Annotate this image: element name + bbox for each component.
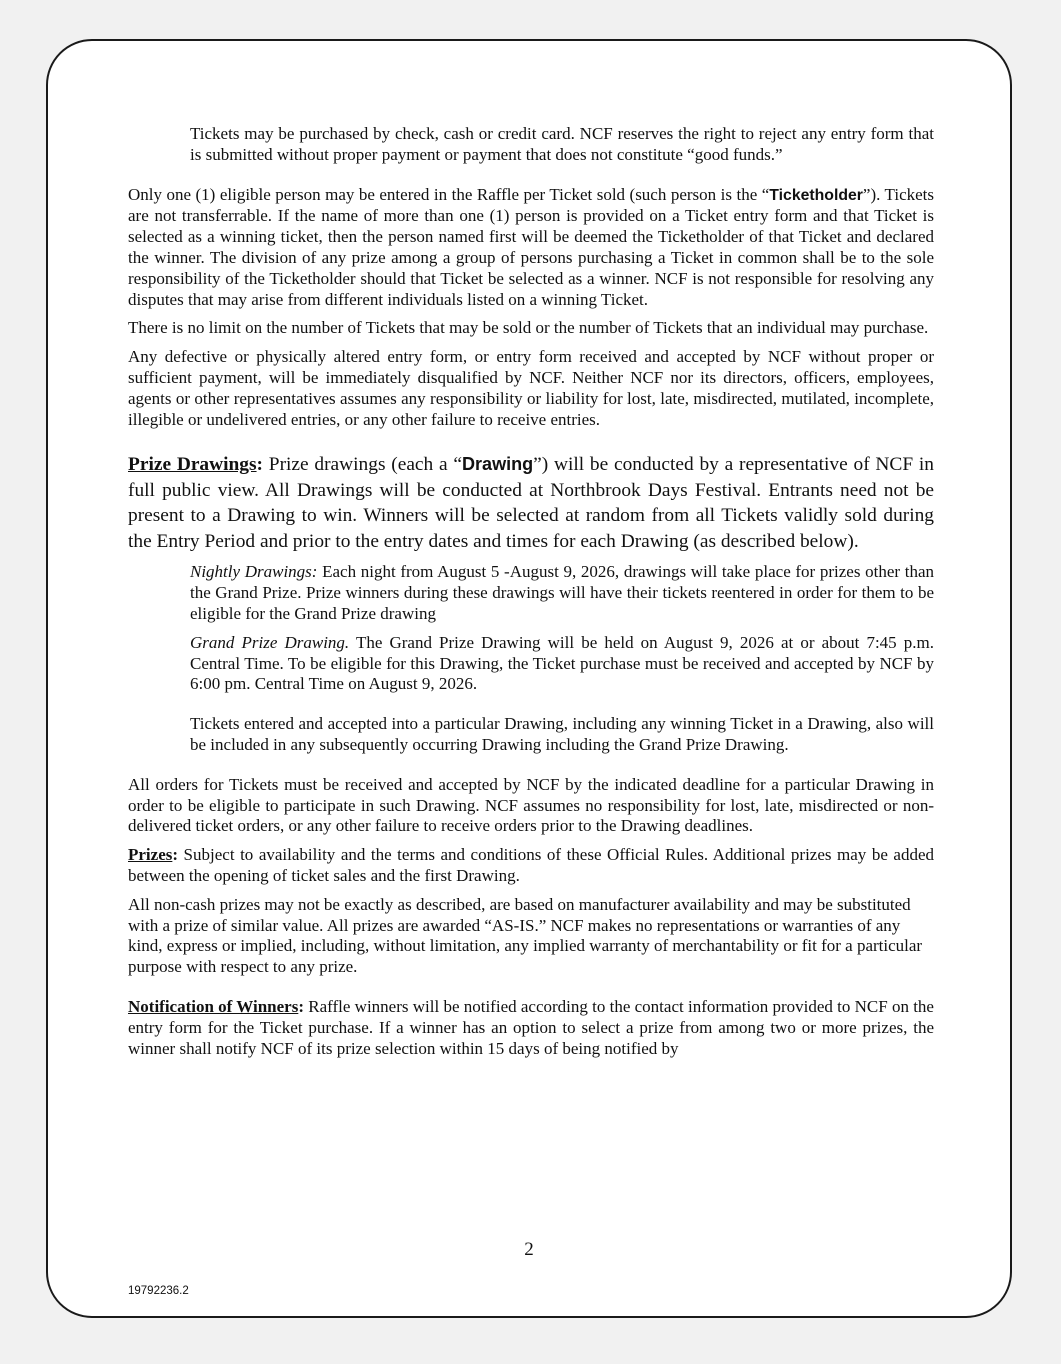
page-number: 2 <box>524 1239 534 1260</box>
notification-text: Raffle winners will be notified according to the contact information provided to NCF on the entry form for the Ticket purchase. If a winner has an option to select a prize from among two or more prizes, the winner shall notify NCF of its prize selection within 15 days of being notified by <box>128 996 934 1058</box>
document-body <box>128 124 934 1059</box>
prize-drawings-intro-start: Prize drawings (each a “ <box>263 454 462 476</box>
prizes-colon: : <box>172 845 179 865</box>
prizes-heading: Prizes <box>128 845 173 865</box>
prize-drawings-paragraph <box>128 452 934 554</box>
nightly-drawings-label: Nightly Drawings: <box>190 562 318 582</box>
grand-prize-label: Grand Prize Drawing. <box>190 632 350 652</box>
nightly-drawings-text: Each night from August 5 -August 9, 2026, drawings will take place for prizes other than the Grand Prize. Prize winners during these drawings will have their tickets reentered in order for them to be eligible for the Grand Prize drawing <box>190 562 934 623</box>
prizes-text: Subject to availability and the terms and conditions of these Official Rules. Additional prizes may be added between the opening of ticket sales and the first Drawing. <box>128 845 934 885</box>
notification-paragraph <box>128 997 934 1059</box>
noncash-prizes-paragraph: All non-cash prizes may not be exactly as described, are based on manufacturer availability and may be substituted with a prize of similar value. All prizes are awarded “AS-IS.” NCF makes no representations or warranties of any kind, express or implied, including, without limitation, any implied warranty of merchantability or fit for a particular purpose with respect to any prize. <box>128 894 923 977</box>
deadline-paragraph: All orders for Tickets must be received and accepted by NCF by the indicated deadline for a particular Drawing in order to be eligible to participate in such Drawing. NCF assumes no responsibility for lost, late, misdirected or non-delivered ticket orders, or any other failure to receive orders prior to the Drawing deadlines. <box>128 774 934 836</box>
ticketholder-paragraph <box>128 185 934 311</box>
disqualification-paragraph: Any defective or physically altered entry form, or entry form received and accepted by NCF without proper or sufficient payment, will be immediately disqualified by NCF. Neither NCF nor its directors, officers, employees, agents or other representatives assumes any responsibility or liability for lost, late, misdirected, mutilated, incomplete, illegible or undelivered entries, or any other failure to receive entries. <box>128 347 934 429</box>
payment-paragraph: Tickets may be purchased by check, cash or credit card. NCF reserves the right to reject any entry form that is submitted without proper payment or payment that does not constitute “good funds.” <box>190 124 934 164</box>
prize-drawings-colon: : <box>256 454 264 476</box>
ticketholder-text-rest: ”). Tickets are not transferrable. If the name of more than one (1) person is provided on a Ticket entry form and that Ticket is selected as a winning ticket, then the person named first will be deemed the Ticketholder of that Ticket and declared the winner. The division of any prize among a group of persons purchasing a Ticket in common shall be to the sole responsibility of the Ticketholder should that Ticket be selected as a winner. NCF is not responsible for resolving any disputes that may arise from different individuals listed on a winning Ticket. <box>128 184 934 309</box>
carryover-paragraph: Tickets entered and accepted into a particular Drawing, including any winning Ticket in a Drawing, also will be included in any subsequently occurring Drawing including the Grand Prize Drawing. <box>190 714 934 754</box>
prize-drawings-intro-rest: ”) will be conducted by a representative of NCF in full public view. All Drawings will be conducted at Northbrook Days Festival. Entrants need not be present to a Drawing to win. Winners will be selected at random from all Tickets validly sold during the Entry Period and prior to the entry dates and times for each Drawing (as described below). <box>128 454 934 552</box>
ticketholder-text-start: Only one (1) eligible person may be entered in the Raffle per Ticket sold (such person is the “ <box>128 184 770 204</box>
nightly-drawings-paragraph <box>190 562 934 624</box>
prize-drawings-heading: Prize Drawings <box>128 454 257 476</box>
ticket-limit-paragraph: There is no limit on the number of Tickets that may be sold or the number of Tickets that an individual may purchase. <box>128 318 929 338</box>
grand-prize-paragraph <box>190 633 934 695</box>
prizes-paragraph <box>128 845 934 887</box>
drawing-defined-term: Drawing <box>462 454 534 475</box>
document-page <box>46 39 1012 1318</box>
notification-heading: Notification of Winners <box>128 996 299 1016</box>
notification-colon: : <box>298 996 304 1016</box>
ticketholder-defined-term: Ticketholder <box>769 186 863 204</box>
grand-prize-text: The Grand Prize Drawing will be held on August 9, 2026 at or about 7:45 p.m. Central Time. To be eligible for this Drawing, the Ticket purchase must be received and accepted by NCF by 6:00 pm. Central Time on August 9, 2026. <box>190 632 934 694</box>
document-id: 19792236.2 <box>128 1285 189 1297</box>
